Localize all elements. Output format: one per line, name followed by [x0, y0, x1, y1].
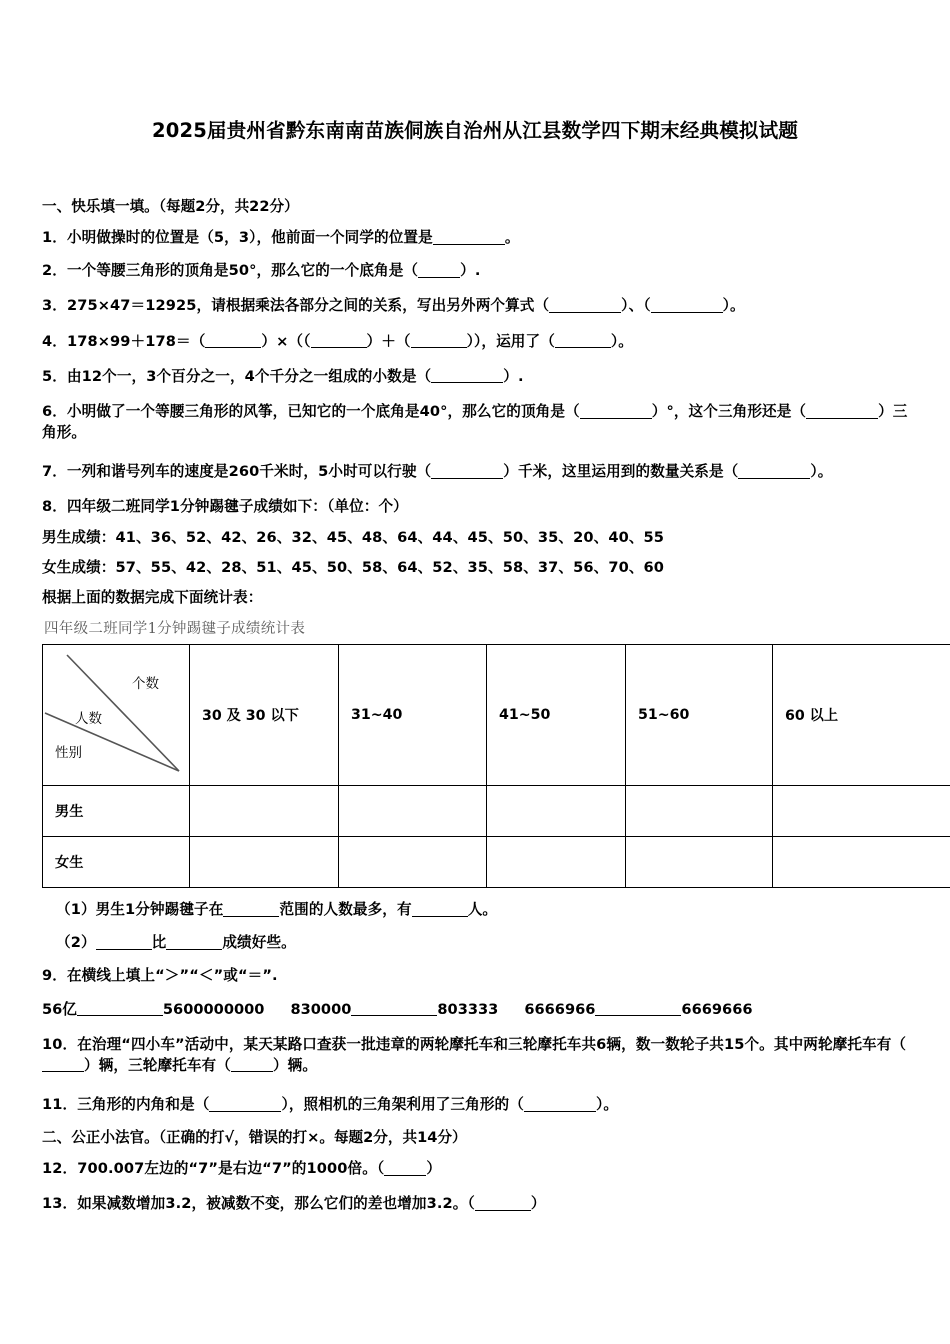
answer-blank[interactable]: [524, 1097, 596, 1112]
answer-blank[interactable]: [433, 230, 505, 245]
question-5-text-a: 由12个一，3个百分之一，4个千分之一组成的小数是（: [66, 367, 432, 385]
question-3-number: 3．: [42, 297, 67, 315]
cmp-right-2: 6669666: [681, 1000, 753, 1018]
answer-blank[interactable]: [42, 1058, 84, 1073]
question-8-sub-2: [42, 932, 908, 953]
table-cell[interactable]: [487, 786, 626, 837]
question-12-number: 12．: [42, 1160, 78, 1178]
question-7-text-b: ）千米，这里运用到的数量关系是（: [503, 463, 739, 481]
stat-table-caption: 四年级二班同学1分钟踢毽子成绩统计表: [44, 621, 306, 638]
question-4-text-a: 178×99＋178＝（: [66, 332, 206, 350]
question-5: [42, 366, 908, 387]
answer-blank[interactable]: [431, 464, 503, 479]
question-9-text: 在横线上填上“＞”“＜”或“＝”.: [66, 967, 278, 985]
stat-table: [42, 644, 950, 888]
question-13: [42, 1193, 908, 1214]
question-8-sub2-c: 成绩好些。: [222, 934, 296, 952]
question-4-text-e: ）。: [610, 332, 633, 350]
question-7-number: 7．: [42, 463, 67, 481]
question-3: [42, 295, 908, 316]
question-9: [42, 965, 908, 986]
question-2-number: 2．: [42, 262, 67, 280]
question-10-number: 10．: [42, 1035, 78, 1053]
question-6: [42, 401, 908, 443]
table-col-header-3: 51~60: [626, 645, 773, 786]
section-one-heading: 一、快乐填一填。（每题2分，共22分）: [42, 198, 299, 215]
boys-scores: 41、36、52、42、26、32、45、48、64、44、45、50、35、20、40、55: [115, 528, 665, 546]
question-5-number: 5．: [42, 367, 67, 385]
table-header-row: [43, 645, 950, 786]
corner-label-count: 个数: [132, 676, 159, 693]
question-12-text-b: ）: [426, 1160, 442, 1178]
question-7: [42, 461, 908, 482]
question-4: [42, 331, 908, 352]
question-8-sub-1: [42, 899, 908, 920]
answer-blank[interactable]: [806, 404, 878, 419]
question-1: [42, 227, 908, 248]
cmp-right-1: 803333: [437, 1000, 499, 1018]
question-3-text-c: ）。: [722, 297, 745, 315]
cmp-left-2: 6666966: [524, 1000, 596, 1018]
table-cell[interactable]: [626, 837, 773, 888]
question-10-text-b: ）辆，三轮摩托车有（: [84, 1056, 231, 1074]
question-4-text-b: ）×（（: [261, 332, 311, 350]
question-6-text-b: ）°，这个三角形还是（: [651, 402, 807, 420]
table-cell[interactable]: [190, 786, 339, 837]
answer-blank[interactable]: [411, 333, 467, 348]
corner-diagonal-lines-icon: [43, 645, 189, 785]
question-3-text-b: ）、（: [621, 297, 651, 315]
question-7-text-a: 一列和谐号列车的速度是260千米时，5小时可以行驶（: [66, 463, 432, 481]
question-3-text-a: 275×47＝12925，请根据乘法各部分之间的关系，写出另外两个算式（: [66, 297, 550, 315]
question-8-sub1-a: （1）男生1分钟踢毽子在: [56, 901, 224, 919]
question-4-text-c: ）＋（: [366, 332, 411, 350]
boys-label: 男生成绩：: [42, 528, 116, 546]
answer-blank[interactable]: [549, 298, 621, 313]
section-two-heading: 二、公正小法官。（正确的打√，错误的打×。每题2分，共14分）: [42, 1129, 467, 1147]
table-cell[interactable]: [190, 837, 339, 888]
question-8-sub1-b: 范围的人数最多，有: [279, 901, 412, 919]
question-10: [42, 1034, 908, 1076]
question-8-stem-text: 四年级二班同学1分钟踢毽子成绩如下：（单位：个）: [66, 498, 408, 516]
question-11-text-b: ），照相机的三角架利用了三角形的（: [281, 1095, 524, 1113]
girls-scores: 57、55、42、28、51、45、50、58、64、52、35、58、37、56、70、60: [115, 558, 665, 576]
comparison-blank[interactable]: [595, 1001, 681, 1016]
question-6-text-a: 小明做了一个等腰三角形的风筝，已知它的一个底角是40°，那么它的顶角是（: [66, 402, 580, 420]
answer-blank[interactable]: [311, 333, 367, 348]
corner-label-gender: 性别: [55, 745, 82, 762]
answer-blank[interactable]: [418, 263, 460, 278]
question-11-text-a: 三角形的内角和是（: [77, 1095, 210, 1113]
question-4-text-d: ）），运用了（: [466, 332, 555, 350]
question-11: [42, 1094, 908, 1115]
answer-blank[interactable]: [231, 1058, 273, 1073]
question-11-number: 11．: [42, 1095, 78, 1113]
answer-blank[interactable]: [209, 1097, 281, 1112]
answer-blank[interactable]: [205, 333, 261, 348]
question-11-text-c: ）。: [595, 1095, 619, 1113]
question-6-text-c: ）三角形。: [42, 402, 908, 442]
exam-body: [42, 196, 908, 1229]
table-cell[interactable]: [773, 786, 950, 837]
question-8-sub2-b: 比: [151, 934, 167, 952]
question-12: [42, 1158, 908, 1179]
cmp-right-0: 5600000000: [162, 1000, 265, 1018]
question-6-number: 6．: [42, 402, 67, 420]
question-13-text-b: ）: [530, 1195, 546, 1213]
answer-blank[interactable]: [166, 935, 222, 950]
question-8-instruction: 根据上面的数据完成下面统计表：: [42, 588, 263, 606]
question-9-comparisons: [42, 999, 908, 1020]
question-12-text-a: 700.007左边的“7”是右边“7”的1000倍。（: [77, 1160, 385, 1178]
table-cell[interactable]: [773, 837, 950, 888]
question-10-text-c: ）辆。: [272, 1056, 318, 1074]
question-8-sub2-a: （2）: [56, 934, 96, 952]
question-7-text-c: ）。: [810, 463, 833, 481]
question-2: [42, 260, 908, 281]
question-13-number: 13．: [42, 1195, 78, 1213]
table-cell[interactable]: [339, 786, 487, 837]
answer-blank[interactable]: [96, 935, 152, 950]
question-13-text-a: 如果减数增加3.2，被减数不变，那么它们的差也增加3.2。（: [77, 1195, 475, 1213]
answer-blank[interactable]: [223, 902, 279, 917]
question-8-stem: [42, 496, 908, 517]
question-1-number: 1．: [42, 229, 67, 247]
table-corner-cell: [43, 645, 190, 786]
question-1-text-b: 。: [504, 229, 520, 247]
question-2-text-a: 一个等腰三角形的顶角是50°，那么它的一个底角是（: [66, 262, 419, 280]
table-cell[interactable]: [339, 837, 487, 888]
table-row-label-girls: 女生: [43, 837, 190, 888]
table-col-header-2: 41~50: [487, 645, 626, 786]
answer-blank[interactable]: [384, 1161, 426, 1176]
question-8-boys-line: [42, 527, 908, 548]
question-1-text-a: 小明做操时的位置是（5，3），他前面一个同学的位置是: [66, 229, 433, 247]
answer-blank[interactable]: [651, 298, 723, 313]
table-col-header-1: 31~40: [339, 645, 487, 786]
table-row: [43, 786, 950, 837]
table-cell[interactable]: [487, 837, 626, 888]
comparison-blank[interactable]: [77, 1001, 163, 1016]
answer-blank[interactable]: [412, 902, 468, 917]
answer-blank[interactable]: [555, 333, 611, 348]
question-8-sub1-c: 人。: [467, 901, 498, 919]
corner-label-people: 人数: [75, 711, 102, 728]
comparison-blank[interactable]: [351, 1001, 437, 1016]
question-2-text-b: ）.: [460, 262, 481, 280]
question-9-number: 9．: [42, 967, 67, 985]
answer-blank[interactable]: [738, 464, 810, 479]
page-title: 2025届贵州省黔东南南苗族侗族自治州从江县数学四下期末经典模拟试题: [151, 119, 799, 142]
question-8-number: 8．: [42, 498, 67, 516]
girls-label: 女生成绩：: [42, 558, 116, 576]
answer-blank[interactable]: [580, 404, 652, 419]
table-cell[interactable]: [626, 786, 773, 837]
question-4-number: 4．: [42, 332, 67, 350]
table-col-header-4: 60 以上: [773, 645, 950, 786]
cmp-left-1: 830000: [290, 1000, 352, 1018]
cmp-left-0: 56亿: [42, 1000, 77, 1018]
table-row-label-boys: 男生: [43, 786, 190, 837]
answer-blank[interactable]: [431, 369, 503, 384]
question-8-girls-line: [42, 557, 908, 578]
question-10-text-a: 在治理“四小车”活动中，某天某路口查获一批违章的两轮摩托车和三轮摩托车共6辆，数一数轮子共15个。其中两轮摩托车有（: [77, 1035, 907, 1053]
answer-blank[interactable]: [475, 1196, 531, 1211]
table-row: [43, 837, 950, 888]
table-col-header-0: 30 及 30 以下: [190, 645, 339, 786]
question-5-text-b: ）.: [503, 367, 524, 385]
